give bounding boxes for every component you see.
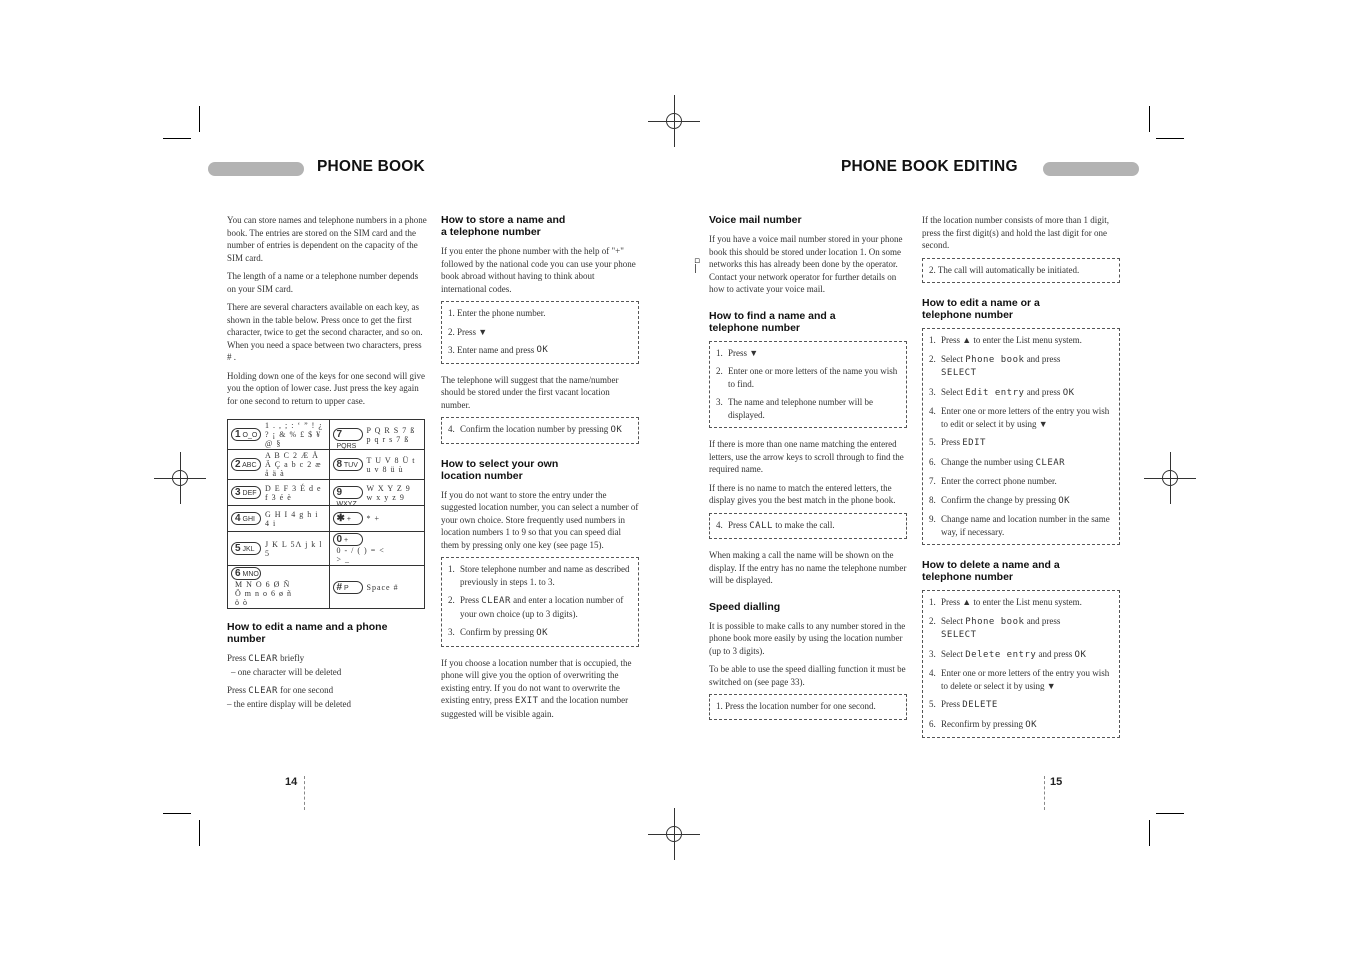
section-heading: How to select your own location number (441, 457, 559, 482)
crop-mark (1149, 820, 1150, 846)
steps-box: 1. Press the location number for one second. (709, 694, 907, 720)
registration-mark (648, 95, 700, 147)
section-heading: Speed dialling (709, 600, 781, 613)
intro-paragraph: You can store names and telephone numbers in a phone book. The entries are stored on the SIM card and the number of entries is dependent on the capacity of the SIM card. (227, 215, 427, 263)
key-cell: 8 TUVT U V 8 Ü t u v 8 ü ù (329, 450, 425, 480)
key-icon: 1 O_O (231, 428, 261, 441)
header-bar (1043, 162, 1139, 176)
body-paragraph: If the location number consists of more than 1 digit, press the first digit(s) and hold the last digit for one second. (922, 215, 1109, 250)
key-cell: 9 WXYZW X Y Z 9 w x y z 9 (329, 480, 425, 506)
page-number: 14 (285, 776, 298, 788)
key-character-table (227, 419, 425, 609)
edit-instruction: – the entire display will be deleted (227, 698, 351, 709)
steps-box: 4. Press CALL to make the call. (709, 513, 907, 540)
key-icon: 9 WXYZ (333, 486, 363, 499)
crop-mark (199, 820, 200, 846)
page-number: 15 (1050, 776, 1063, 788)
steps-box: 1. Press ▲ to enter the List menu system. 2. Select Phone book and press SELECT 3. Select Edit entry and press OK 4. Enter one or more letters of the entry you wish to edit or select it by using ▼ 5. Press EDIT 6. Change the number using CLEAR 7. Enter the correct phone number. 8. Confirm the change by pressing OK 9. Change name and location number in the same way, if necessary. (922, 328, 1120, 545)
key-cell: 7 PQRSP Q R S 7 ß p q r s 7 ß (329, 420, 425, 450)
body-paragraph: If you do not want to store the entry under the suggested location number, you can select a number of your own choice. Store frequently used numbers in location numbers 1 to 9 so that you can speed dial them by pressing only one key (see page 15). (441, 489, 639, 550)
key-cell: 6 MNOM N O 6 Ø Ñ Ö m n o 6 ø ñ ö ò (228, 566, 330, 609)
steps-box: 1. Store telephone number and name as described previously in steps 1. to 3. 2. Press CLEAR and enter a location number of your own choice (up to 3 digits). 3. Confirm by pressing OK (441, 557, 639, 647)
crop-mark (163, 813, 191, 814)
key-icon: 4 GHI (231, 512, 261, 525)
column-left (227, 214, 427, 710)
section-heading: How to delete a name and a telephone number (922, 559, 1060, 583)
intro-paragraph: Holding down one of the keys for one second will give you the option of lower case. Just press the key again for one second to return to upper case. (227, 370, 425, 406)
column-mid-left (441, 214, 639, 726)
page-title: PHONE BOOK (317, 158, 425, 175)
edit-instruction: Press CLEAR briefly (227, 653, 305, 664)
key-cell: 5 JKLJ K L 5Λ j k l 5 (228, 532, 330, 566)
steps-box: 1. Press ▲ to enter the List menu system. 2. Select Phone book and press SELECT 3. Select Delete entry and press OK 4. Enter one or more letters of the entry you wish to delete or select it by using ▼ 5. Press DELETE 6. Reconfirm by pressing OK (922, 590, 1120, 738)
edit-instruction: – one character will be deleted (231, 666, 342, 677)
intro-paragraph: There are several characters available on each key, as shown in the table below. Press once to get the first character, twice to get the second character, and so on. When you need a space between two characters, press # . (227, 302, 423, 362)
section-heading: Voice mail number (709, 214, 802, 226)
steps-box: 4. Confirm the location number by pressing OK (441, 417, 639, 444)
column-mid-right (709, 214, 907, 730)
steps-box: 2. The call will automatically be initiated. (922, 258, 1120, 284)
column-right (922, 214, 1120, 748)
body-paragraph: If there is no name to match the entered letters, the display gives you the best match in the phone book. (709, 482, 896, 505)
key-cell: 2 ABCA B C 2 Æ Å Ä Ç a b c 2 æ å ä à (228, 450, 330, 480)
intro-paragraph: The length of a name or a telephone number depends on your SIM card. (227, 271, 419, 294)
key-cell: 1 O_O1 . , ; : ‘ ” ! ¿ ? ¡ & % £ $ ¥ @ § (228, 420, 330, 450)
key-icon: 3 DEF (231, 486, 261, 499)
body-paragraph: If there is more than one name matching the entered letters, use the arrow keys to scroll through to find the required name. (709, 439, 904, 474)
key-cell: # P Space # (329, 566, 425, 609)
crop-mark (163, 138, 191, 139)
section-heading: How to edit a name and a phone number (227, 621, 388, 645)
key-icon: 0 + (333, 533, 363, 546)
key-icon: 5 JKL (231, 542, 261, 555)
steps-box: 1. Press ▼ 2. Enter one or more letters of the name you wish to find. 3. The name and telephone number will be displayed. (709, 341, 907, 429)
section-heading: How to edit a name or a telephone number (922, 297, 1040, 321)
registration-mark (648, 808, 700, 860)
key-cell: ✱ + * + (329, 506, 425, 532)
body-paragraph: The telephone will suggest that the name/number should be stored under the first vacant location number. (441, 374, 619, 410)
steps-box: 1. Enter the phone number. 2. Press ▼ 3. Enter name and press OK (441, 301, 639, 364)
key-icon: 2 ABC (231, 458, 261, 471)
edit-instruction: Press CLEAR for one second (227, 685, 334, 696)
body-paragraph: If you choose a location number that is occupied, the phone will give you the option of overwriting the existing entry. If you do not want to overwrite the existing entry, press EXIT and the location number suggested will be visible again. (441, 657, 632, 719)
crop-mark (1156, 138, 1184, 139)
header-bar (208, 162, 304, 176)
page-title: PHONE BOOK EDITING (841, 158, 1018, 175)
divider (304, 776, 305, 810)
key-icon: # P (333, 581, 363, 594)
key-icon: 6 MNO (231, 567, 261, 580)
body-paragraph: It is possible to make calls to any number stored in the phone book more easily by using the location number (up to 3 digits). (709, 620, 906, 656)
crop-mark (1156, 813, 1184, 814)
body-paragraph: If you have a voice mail number stored in your phone book this should be stored under location 1. On some networks this has already been done by the operator. Contact your network operator for further details on how to activate your voice mail. (709, 234, 903, 294)
section-heading: How to store a name and a telephone number (441, 214, 566, 238)
crop-mark (199, 106, 200, 132)
key-cell: 0 +0 - / ( ) = < > _ (329, 532, 425, 566)
key-cell: 4 GHIG H I 4 g h i 4 i (228, 506, 330, 532)
body-paragraph: If you enter the phone number with the help of "+" followed by the national code you can use your phone book abroad without having to think about international codes. (441, 246, 636, 294)
body-paragraph: When making a call the name will be shown on the display. If the entry has no name the telephone number will be displayed. (709, 550, 907, 585)
section-heading: How to find a name and a telephone number (709, 309, 836, 334)
divider (1044, 776, 1045, 810)
body-paragraph: To be able to use the speed dialling function it must be switched on (see page 33). (709, 664, 906, 687)
crop-mark (1149, 106, 1150, 132)
key-icon: 7 PQRS (333, 428, 363, 441)
key-icon: ✱ + (333, 512, 363, 525)
key-cell: 3 DEFD E F 3 É d e f 3 é è (228, 480, 330, 506)
registration-mark (154, 452, 206, 504)
key-icon: 8 TUV (333, 458, 363, 471)
voicemail-icon: ▫ | (694, 256, 701, 274)
registration-mark (1144, 452, 1196, 504)
